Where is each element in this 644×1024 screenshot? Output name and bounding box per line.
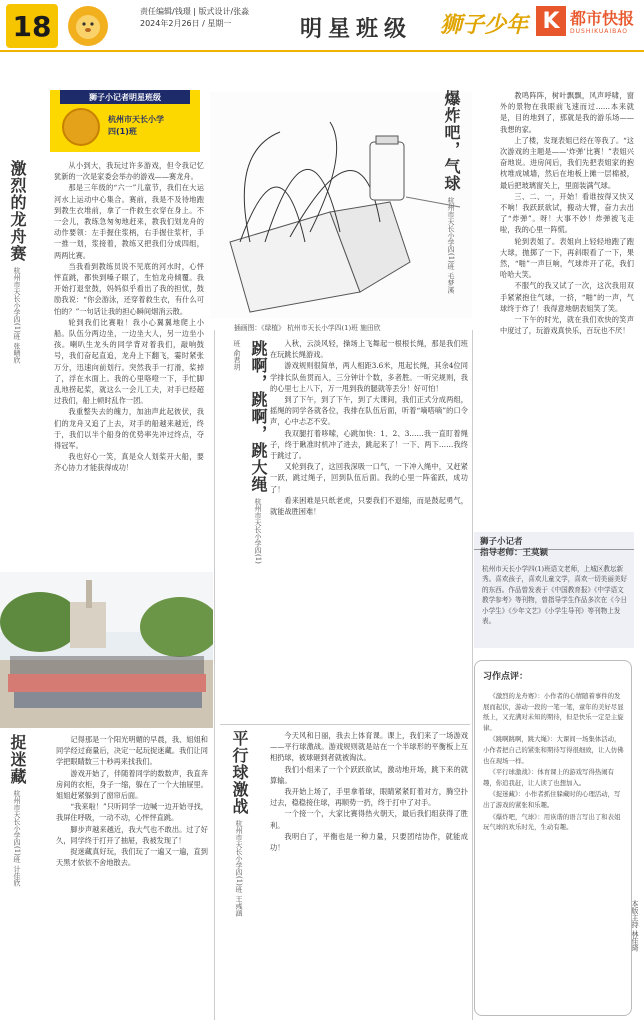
header-meta xyxy=(140,6,249,30)
reporter-school-name: 杭州市天长小学 xyxy=(108,115,164,124)
article-hide-body xyxy=(56,734,208,1020)
article-pingpong-body xyxy=(270,730,468,1020)
paragraph: 今天风和日丽，我去上体育课。课上，我们来了一场游戏——平行球激战。游戏规则就是站在一个半球形的平衡板上互相扔球，被球砸到者就被淘汰。 xyxy=(270,731,468,763)
paragraph: 我双腿打着哆嗦，心跳加快：1、2、3……我一直盯着绳子，终于瞅准时机冲了进去，跳起来了！一下、两下……我终于跳过了。 xyxy=(270,428,468,461)
comment-title: 习作点评： xyxy=(483,672,529,682)
paragraph: 我也好心一笑，真是众人划桨开大船，要齐心协力才能获得成功！ xyxy=(54,452,204,473)
paragraph: 轮到表姐了。表姐向上轻轻地跑了跑大球，抛掷了一下，再斜眼看了一下，果然，“啪”一声巨响，气球炸开了花，我们哈哈大笑。 xyxy=(500,236,634,280)
teacher-name: 指导老师：王莫颖 xyxy=(480,548,549,558)
paragraph: 我重整失去的魄力，加油声此起彼伏，我们的龙舟又追了上去，对手的船越来越近，终于，我们以半个船身的优势率先冲过终点，夺得冠军。 xyxy=(54,407,204,451)
comment-box xyxy=(474,660,632,1016)
paragraph: 一个接一个，大家比赛得热火朝天，最后我们组获得了胜利。 xyxy=(270,809,468,830)
column-divider xyxy=(472,330,473,1020)
paragraph: 看来困难是只纸老虎，只要我们不退缩，而是鼓起勇气，就能战胜困难！ xyxy=(270,495,468,517)
reporter-tag: 狮子小记者明星班级 xyxy=(60,90,190,104)
article-balloon-headline xyxy=(440,90,463,320)
article-jump-body xyxy=(270,338,468,718)
paragraph: 当我看到教练员说不见底的河水时，心怦怦直跳，都快到嗓子眼了，生怕龙舟倾覆。我开始打退堂鼓，妈妈似乎看出了我的担忧，鼓励我说：“你会游泳，还穿着救生衣，有什么可怕的？”一句话让我的担心瞬间烟消云散。 xyxy=(54,261,204,316)
paragraph: 从小到大，我玩过许多游戏，但令我记忆犹新的一次是家委会举办的游戏——赛龙舟。 xyxy=(54,161,204,182)
paragraph: 我明白了，平衡也是一种力量，只要团结协作，就能成功！ xyxy=(270,831,468,853)
reporter-box xyxy=(50,90,200,152)
article-pingpong-headline xyxy=(228,730,251,930)
article-jump-title: 跳啊，跳啊，跳大绳 xyxy=(249,340,268,493)
paper-logo-mark: K xyxy=(536,6,566,36)
section-title: 明星班级 xyxy=(300,16,413,42)
paper-logo xyxy=(536,6,640,44)
paragraph: 我们小组来了一个个跃跃欲试，激动地开场，跳下来的就算输。 xyxy=(270,764,468,785)
comment-list xyxy=(483,691,625,834)
meta-editors: 责任编辑/钱璟 | 版式设计/张淼 xyxy=(140,7,250,16)
article-balloon-author: 杭州市天长小学四(1)班 毛梦溪 xyxy=(447,197,455,294)
page-number: 18 xyxy=(6,4,58,48)
illustration-drawing xyxy=(210,92,472,318)
article-dragon-title: 激烈的龙舟赛 xyxy=(8,160,27,262)
drawing-caption: 插画图：《绿植》 杭州市天长小学四(1)班 施田欣 xyxy=(234,324,381,332)
column-divider xyxy=(214,330,215,1020)
comment-item: 《跳啊跳啊，跳大绳》：大课间一场集体活动，小作者把自己的紧张和期待写得很细致，让人仿佛也在现场一样。 xyxy=(483,735,624,765)
paragraph: 不服气的我又试了一次，这次我用双手紧紧抱住气球，一挤，“啪”的一声，气球终于炸了！我得意地朝表姐笑了笑。 xyxy=(500,281,634,313)
article-jump-author: 杭州市天长小学四(1)班 俞君玥 xyxy=(233,340,262,565)
paragraph: 脚步声越来越近，我大气也不敢出。过了好久，同学终于打开了抽屉，我被发现了！ xyxy=(56,824,208,845)
comment-item: 《爆炸吧，气球》：用诙谐的语言写出了和表姐玩气球的欢乐时光，生动有趣。 xyxy=(483,812,621,832)
paragraph: 轮到我们比赛啦！我小心翼翼地爬上小船。队伍分两边坐，一边坐大人，另一边坐小孩。喇叭生龙头的同学背对着我们，敲响鼓号，我们奋起直追，龙舟上下翻飞，霎时紧张万分，迅速向前划行。突然我手一打滑，桨掉了，浮在水面上。我的心里咯噔一下，手忙脚乱地捞起桨，就这么一会儿工夫，对手已经超过我们，船上顿时乱作一团。 xyxy=(54,317,204,406)
header-rule xyxy=(0,50,644,52)
paragraph: 我开始上场了，手里拿着球，眼睛紧紧盯着对方，腾空扑过去，稳稳接住球，再顺势一扔，终于打中了对手。 xyxy=(270,787,468,808)
lion-mascot-icon xyxy=(60,2,116,50)
comment-item: 《平行球激战》：体育课上的游戏写得热闹有趣，你追我赶，让人读了也想加入。 xyxy=(483,768,615,787)
paper-name: 都市快报 xyxy=(570,9,635,28)
article-hide-title: 捉迷藏 xyxy=(8,734,27,785)
article-dragon-body xyxy=(54,160,204,564)
paragraph: 捉迷藏真好玩，我们玩了一遍又一遍，直到天黑才依依不舍地散去。 xyxy=(56,847,208,868)
article-balloon-title: 爆炸吧，气球 xyxy=(442,90,461,192)
medal-icon xyxy=(62,108,100,146)
teacher-bio: 杭州市天长小学四(1)班语文老师，上城区教坛新秀。喜欢孩子，喜欢儿童文学，喜欢一切美丽美好的东西。作品曾发表于《中国教育报》《中学语文教学参考》等刊物，曾指导学生作品多次在《今日小学生》《少年文艺》《小学生导刊》等刊物上发表。 xyxy=(482,565,628,626)
article-dragon-headline xyxy=(6,160,29,370)
paragraph: 入秋，云淡风轻，操场上飞舞起一根根长绳，那是我们班在玩跳长绳游戏。 xyxy=(270,339,468,360)
reporter-class: 四(1)班 xyxy=(108,127,137,136)
paragraph: 一下午的时光，就在我们欢快的笑声中度过了，玩游戏真快乐，百玩也不厌！ xyxy=(500,315,634,336)
article-hide-author: 杭州市天长小学四(1)班 计佳欣 xyxy=(13,790,21,887)
page-header xyxy=(0,0,644,52)
teacher-box xyxy=(474,532,634,648)
paper-pinyin: DUSHIKUAIBAO xyxy=(570,28,628,35)
article-balloon-body xyxy=(500,90,634,520)
article-hide-headline xyxy=(6,734,29,934)
row-divider xyxy=(220,724,470,725)
paragraph: 教鸣阵阵，树叶飘飘，风声呼啸，窗外的景物在我眼前飞速而过……本来就是，目的地到了，那就是我的游乐场——我想的家。 xyxy=(500,91,634,134)
teacher-box-title: 狮子小记者 xyxy=(480,537,523,547)
reporter-school xyxy=(108,114,164,138)
paragraph: 上了楼，发现表姐已经在等我了。“这次游戏的主题是——‘炸弹’比赛！”表姐兴奋地说。进房间后，我们先把表姐家的抱枕堆成城墙，然后在地板上摊一层棉被，最后把玻璃窗关上，里面装满气球。 xyxy=(500,135,634,190)
class-group-photo xyxy=(0,572,213,728)
paragraph: 记得那是一个阳光明媚的早晨，我、姐姐和同学经过商量后，决定一起玩捉迷藏。我们让同学把眼睛数三十秒再来找我们。 xyxy=(56,735,208,767)
paragraph: 那是三年级的“六一”儿童节，我们在大运河水上运动中心集合。赛前，我是不及待地跑到教生衣堆前，拿了一件救生衣穿在身上。不一会儿，教练急匆匆地赶来，教我们划龙舟的动作要领：左手握住浆柄，右手握住浆杆，手一推一划，浆接着，教练又把我们分成四组，两两比赛。 xyxy=(54,183,204,260)
paragraph: 到了下午，到了下午，到了大课间，我们正式分成两组，摇绳的同学各就各位，我排在队伍后面，听着“嘀嗒嘀”的口令声，心中忐忑不安。 xyxy=(270,395,468,427)
article-pingpong-title: 平行球激战 xyxy=(230,730,249,815)
paragraph: “我来啦！”只听同学一边喊一边开始寻找，我屏住呼吸，一动不动，心怦怦直跳。 xyxy=(56,802,208,823)
article-dragon-author: 杭州市天长小学四(1)班 张晴欣 xyxy=(13,267,21,364)
brand-script: 狮子少年 xyxy=(440,12,529,38)
meta-date: 2024年2月26日 / 星期一 xyxy=(140,19,232,28)
article-jump-headline xyxy=(228,340,270,570)
comment-item: 《捉迷藏》：小作者抓住躲藏时的心理活动，写出了游戏的紧张和乐趣。 xyxy=(483,790,621,809)
article-pingpong-author: 杭州市天长小学四(1)班 王彧涵 xyxy=(235,820,243,917)
editor-credit: 本版主持 林佳琦 xyxy=(631,900,639,952)
paragraph: 游戏规则很简单，两人相距3.6米，甩起长绳，其余4位同学排长队鱼贯而入，三分钟计个数，多者胜。一听完规则，我的心里七上八下，万一甩到我的腿就等丢分！好可怕！ xyxy=(270,361,468,393)
paragraph: 又轮到我了，这回我深吸一口气，一下冲入绳中，又赶紧一跃，跳过绳子，回到队伍后面。我的心里一阵雀跃，成功了！ xyxy=(270,462,468,494)
paragraph: 三、二、一，开始！看谁按得又快又不响！我跃跃欲试，搬动大臂，奋力去出了“炸弹”。呀！大事不妙！炸弹被飞走啦，我的心里一阵慌。 xyxy=(500,191,634,235)
paragraph: 游戏开始了，伴随着同学的数数声，我直奔房间的衣柜，身子一缩，躲在了一个大抽屉里。姐姐赶紧躲到了窗帘后面。 xyxy=(56,768,208,801)
comment-item: 《激烈的龙舟赛》：小作者的心情随着事件的发展而起伏，游动一段的一笔一笔，童年的美好尽显纸上，又充满对未知的期待，但是快乐一定是主旋律。 xyxy=(483,692,624,732)
